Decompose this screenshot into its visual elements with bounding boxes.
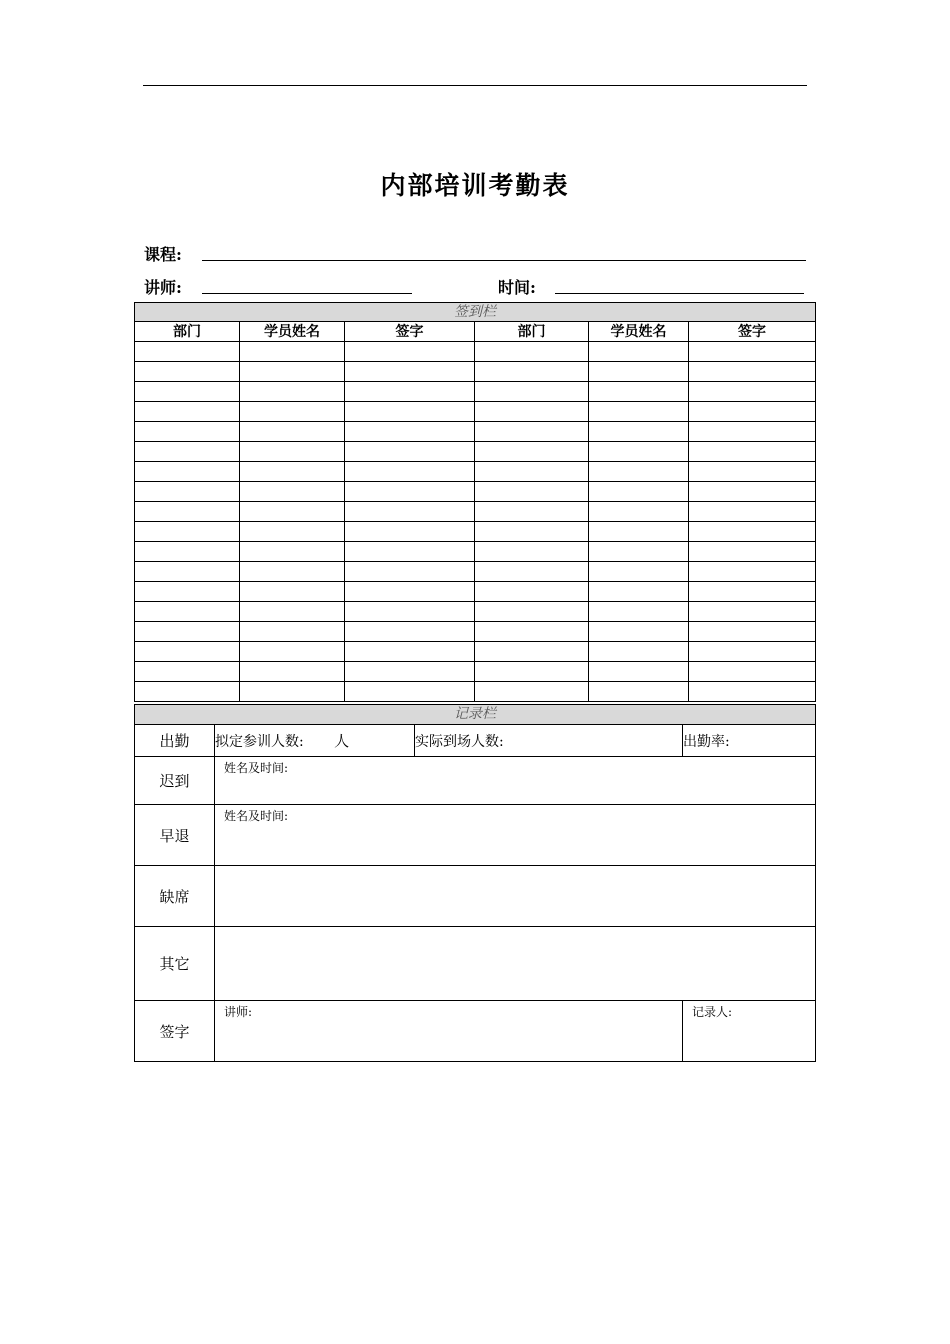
signin-cell-department[interactable] [135, 582, 240, 602]
signin-cell-department[interactable] [135, 602, 240, 622]
signin-cell-department[interactable] [475, 602, 589, 622]
signin-cell-signature[interactable] [345, 662, 475, 682]
signin-cell-department[interactable] [475, 382, 589, 402]
signin-cell-student-name[interactable] [240, 382, 345, 402]
instructor-label: 讲师: [144, 278, 182, 297]
signin-cell-student-name[interactable] [240, 422, 345, 442]
signin-cell-student-name[interactable] [240, 482, 345, 502]
column-header-signature: 签字 [345, 322, 475, 342]
signin-cell-student-name[interactable] [589, 642, 689, 662]
signin-cell-signature[interactable] [689, 662, 816, 682]
signin-cell-student-name[interactable] [589, 582, 689, 602]
signin-cell-department[interactable] [135, 562, 240, 582]
planned-count-unit: 人 [334, 732, 350, 750]
signin-cell-signature[interactable] [345, 402, 475, 422]
signin-cell-department[interactable] [135, 362, 240, 382]
signin-cell-department[interactable] [475, 662, 589, 682]
signin-cell-student-name[interactable] [240, 682, 345, 702]
signin-row [135, 342, 816, 362]
other-entry-cell[interactable] [215, 927, 816, 1001]
signin-row [135, 682, 816, 702]
signin-cell-department[interactable] [135, 662, 240, 682]
signin-row [135, 382, 816, 402]
signin-cell-student-name[interactable] [589, 422, 689, 442]
actual-count-label: 实际到场人数: [415, 733, 504, 750]
signin-cell-signature[interactable] [345, 342, 475, 362]
signin-cell-signature[interactable] [345, 542, 475, 562]
signin-cell-signature[interactable] [689, 502, 816, 522]
signin-cell-student-name[interactable] [589, 402, 689, 422]
signin-cell-signature[interactable] [345, 462, 475, 482]
signin-cell-signature[interactable] [345, 582, 475, 602]
recorder-signature-label: 记录人: [692, 1005, 733, 1019]
signin-cell-signature[interactable] [345, 682, 475, 702]
signin-cell-student-name[interactable] [240, 342, 345, 362]
late-note: 姓名及时间: [224, 761, 289, 775]
signin-cell-student-name[interactable] [240, 502, 345, 522]
other-label: 其它 [135, 927, 215, 1001]
attendance-rate-label: 出勤率: [683, 733, 730, 750]
signin-cell-student-name[interactable] [240, 362, 345, 382]
column-header-department: 部门 [475, 322, 589, 342]
column-header-department: 部门 [135, 322, 240, 342]
course-label: 课程: [144, 245, 182, 264]
signin-cell-student-name[interactable] [589, 662, 689, 682]
signin-cell-department[interactable] [135, 382, 240, 402]
signin-row [135, 542, 816, 562]
signin-cell-department[interactable] [135, 422, 240, 442]
signature-label: 签字 [135, 1001, 215, 1062]
signin-cell-signature[interactable] [345, 602, 475, 622]
signin-cell-student-name[interactable] [589, 602, 689, 622]
early-leave-note: 姓名及时间: [224, 809, 289, 823]
signin-row [135, 462, 816, 482]
signin-cell-signature[interactable] [689, 562, 816, 582]
signin-cell-department[interactable] [475, 422, 589, 442]
signin-cell-student-name[interactable] [589, 482, 689, 502]
signin-cell-student-name[interactable] [589, 442, 689, 462]
signin-cell-student-name[interactable] [589, 542, 689, 562]
signin-cell-signature[interactable] [345, 522, 475, 542]
signin-cell-department[interactable] [135, 462, 240, 482]
signin-cell-department[interactable] [475, 342, 589, 362]
signin-cell-signature[interactable] [689, 582, 816, 602]
late-entry-cell[interactable] [215, 757, 816, 805]
signin-cell-department[interactable] [135, 482, 240, 502]
page-title: 内部培训考勤表 [380, 171, 570, 200]
signin-cell-signature[interactable] [345, 422, 475, 442]
signin-cell-signature[interactable] [689, 402, 816, 422]
signin-cell-student-name[interactable] [240, 602, 345, 622]
signin-cell-department[interactable] [475, 542, 589, 562]
signin-row [135, 402, 816, 422]
signin-cell-student-name[interactable] [240, 622, 345, 642]
signin-cell-signature[interactable] [689, 362, 816, 382]
signin-row [135, 442, 816, 462]
signin-cell-student-name[interactable] [589, 522, 689, 542]
signin-cell-student-name[interactable] [240, 522, 345, 542]
signin-row [135, 422, 816, 442]
signin-cell-department[interactable] [135, 682, 240, 702]
signin-cell-student-name[interactable] [240, 642, 345, 662]
signin-cell-signature[interactable] [689, 382, 816, 402]
attendance-label: 出勤 [135, 725, 215, 757]
planned-count-label: 拟定参训人数: [215, 734, 304, 750]
signin-cell-department[interactable] [475, 562, 589, 582]
signin-cell-student-name[interactable] [589, 342, 689, 362]
signin-cell-department[interactable] [135, 442, 240, 462]
signin-row [135, 562, 816, 582]
signin-cell-student-name[interactable] [589, 622, 689, 642]
signin-row [135, 622, 816, 642]
signin-cell-department[interactable] [475, 502, 589, 522]
signin-cell-signature[interactable] [345, 482, 475, 502]
signin-cell-student-name[interactable] [589, 502, 689, 522]
signin-cell-student-name[interactable] [240, 462, 345, 482]
signin-section-header: 签到栏 [135, 303, 816, 322]
signin-cell-student-name[interactable] [240, 562, 345, 582]
signin-cell-signature[interactable] [689, 682, 816, 702]
signin-cell-student-name[interactable] [589, 682, 689, 702]
signin-cell-department[interactable] [135, 342, 240, 362]
instructor-signature-cell[interactable] [215, 1001, 683, 1062]
signin-cell-department[interactable] [135, 502, 240, 522]
signin-cell-signature[interactable] [689, 622, 816, 642]
signin-cell-department[interactable] [475, 442, 589, 462]
signin-row [135, 362, 816, 382]
time-field[interactable] [555, 293, 804, 294]
signin-cell-signature[interactable] [345, 442, 475, 462]
column-header-student-name: 学员姓名 [589, 322, 689, 342]
signin-row [135, 482, 816, 502]
signin-cell-student-name[interactable] [240, 402, 345, 422]
signin-cell-student-name[interactable] [589, 562, 689, 582]
signin-cell-signature[interactable] [689, 342, 816, 362]
signin-cell-department[interactable] [475, 402, 589, 422]
signin-row [135, 642, 816, 662]
attendance-rate-cell[interactable] [683, 725, 816, 757]
signin-cell-department[interactable] [475, 682, 589, 702]
column-header-signature: 签字 [689, 322, 816, 342]
signin-cell-signature[interactable] [345, 642, 475, 662]
time-label: 时间: [498, 278, 536, 297]
record-section-header: 记录栏 [135, 705, 816, 725]
record-table [134, 704, 816, 1062]
signin-cell-department[interactable] [475, 582, 589, 602]
signin-cell-signature[interactable] [689, 462, 816, 482]
signin-table [134, 302, 816, 702]
signin-cell-department[interactable] [475, 522, 589, 542]
signin-cell-signature[interactable] [345, 362, 475, 382]
early-leave-label: 早退 [135, 805, 215, 866]
signin-row [135, 582, 816, 602]
signin-cell-student-name[interactable] [240, 662, 345, 682]
signin-cell-department[interactable] [475, 622, 589, 642]
signin-cell-department[interactable] [475, 482, 589, 502]
recorder-signature-cell[interactable] [683, 1001, 816, 1062]
header-rule [143, 85, 807, 86]
course-field[interactable] [202, 260, 806, 261]
signin-cell-department[interactable] [135, 402, 240, 422]
absent-label: 缺席 [135, 866, 215, 927]
signin-cell-department[interactable] [135, 542, 240, 562]
signin-cell-student-name[interactable] [240, 582, 345, 602]
column-header-student-name: 学员姓名 [240, 322, 345, 342]
signin-row [135, 522, 816, 542]
instructor-field[interactable] [202, 293, 412, 294]
signin-cell-signature[interactable] [689, 442, 816, 462]
signin-cell-department[interactable] [135, 622, 240, 642]
signin-cell-department[interactable] [135, 642, 240, 662]
signin-cell-student-name[interactable] [589, 462, 689, 482]
signin-cell-signature[interactable] [689, 642, 816, 662]
signin-row [135, 662, 816, 682]
signin-cell-department[interactable] [135, 522, 240, 542]
signin-cell-student-name[interactable] [240, 542, 345, 562]
signin-cell-student-name[interactable] [589, 362, 689, 382]
signin-cell-signature[interactable] [689, 482, 816, 502]
signin-cell-department[interactable] [475, 362, 589, 382]
signin-cell-signature[interactable] [689, 522, 816, 542]
signin-cell-signature[interactable] [689, 542, 816, 562]
actual-count-cell[interactable] [415, 725, 683, 757]
late-label: 迟到 [135, 757, 215, 805]
signin-cell-signature[interactable] [689, 602, 816, 622]
signin-cell-signature[interactable] [345, 562, 475, 582]
signin-cell-signature[interactable] [345, 622, 475, 642]
signin-cell-signature[interactable] [689, 422, 816, 442]
signin-cell-department[interactable] [475, 642, 589, 662]
signin-row [135, 502, 816, 522]
signin-cell-student-name[interactable] [240, 442, 345, 462]
signin-cell-signature[interactable] [345, 502, 475, 522]
early-leave-entry-cell[interactable] [215, 805, 816, 866]
signin-row [135, 602, 816, 622]
signin-cell-student-name[interactable] [589, 382, 689, 402]
signin-cell-signature[interactable] [345, 382, 475, 402]
signin-cell-department[interactable] [475, 462, 589, 482]
absent-entry-cell[interactable] [215, 866, 816, 927]
instructor-signature-label: 讲师: [224, 1005, 253, 1019]
planned-count-cell[interactable] [215, 725, 415, 757]
